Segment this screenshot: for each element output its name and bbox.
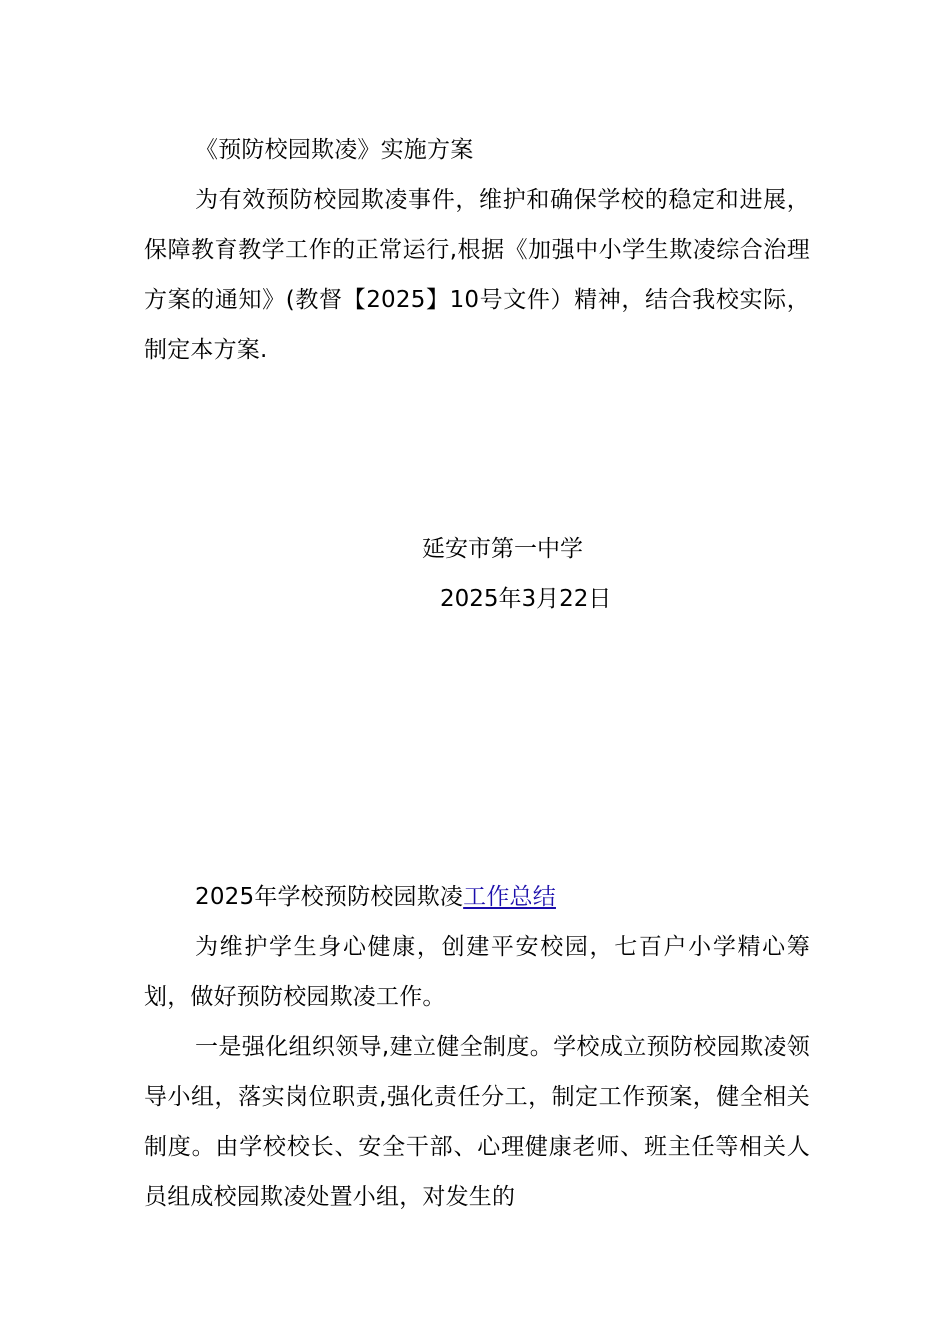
summary-title-text: 2025年学校预防校园欺凌 xyxy=(195,884,464,910)
plan-title: 《预防校园欺凌》实施方案 xyxy=(195,137,474,163)
signature-date: 2025年3月22日 xyxy=(440,586,612,612)
summary-paragraph-1: 为维护学生身心健康，创建平安校园，七百户小学精心筹划，做好预防校园欺凌工作。 xyxy=(144,934,810,1010)
summary-title xyxy=(144,872,810,922)
plan-intro-paragraph: 为有效预防校园欺凌事件，维护和确保学校的稳定和进展，保障教育教学工作的正常运行,根据《加强中小学生欺凌综合治理方案的通知》(教督【2025】10号文件）精神，结合我校实际，制定本方案. xyxy=(144,187,810,363)
plan-section xyxy=(144,125,810,375)
work-summary-link[interactable]: 工作总结 xyxy=(463,884,556,910)
summary-paragraph-2: 一是强化组织领导,建立健全制度。学校成立预防校园欺凌领导小组，落实岗位职责,强化责任分工，制定工作预案，健全相关制度。由学校校长、安全干部、心理健康老师、班主任等相关人员组成校园欺凌处置小组，对发生的 xyxy=(144,1034,810,1210)
summary-section xyxy=(144,872,810,1222)
signature-organization: 延安市第一中学 xyxy=(422,536,583,562)
